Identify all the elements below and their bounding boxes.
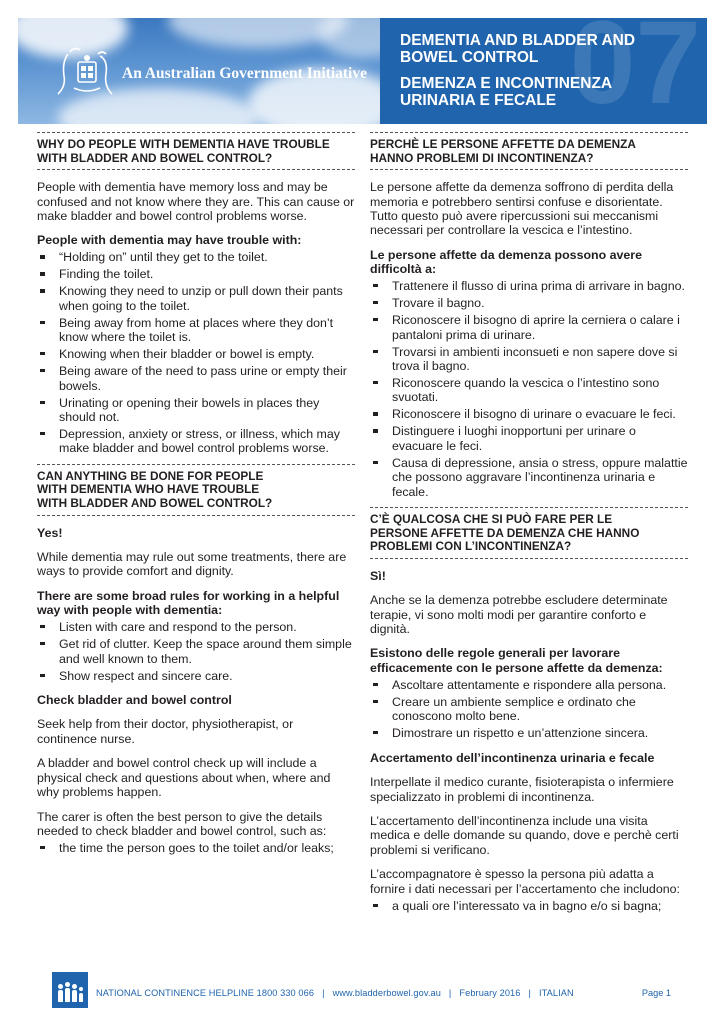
footer-separator: | <box>528 988 531 998</box>
coat-of-arms-icon <box>38 44 130 106</box>
bullet-list <box>37 250 355 455</box>
list-item: Urinating or opening their bowels in places they should not. <box>37 396 355 425</box>
divider <box>37 169 355 170</box>
list-item: Distinguere i luoghi inopportuni per urinare o evacuare le feci. <box>370 424 688 453</box>
divider <box>37 515 355 516</box>
header-banner <box>18 18 707 124</box>
language-text: ITALIAN <box>538 988 574 998</box>
subheading: There are some broad rules for working in a helpful way with people with dementia: <box>37 588 340 618</box>
list-item: Get rid of clutter. Keep the space around them simple and well known to them. <box>37 637 355 666</box>
subheading: Esistono delle regole generali per lavorare efficacemente con le persone affette da demenza: <box>370 646 663 675</box>
continence-foundation-logo-icon <box>52 972 88 1008</box>
subheading-yes: Yes! <box>37 525 63 540</box>
bullet-list <box>370 678 688 741</box>
paragraph: Interpellate il medico curante, fisioterapista o infermiere specializzato in problemi di incontinenza. <box>370 775 674 804</box>
list-item: Trattenere il flusso di urina prima di arrivare in bagno. <box>370 279 688 293</box>
heading-line: HANNO PROBLEMI DI INCONTINENZA? <box>370 150 594 165</box>
subheading-check: Check bladder and bowel control <box>37 693 232 708</box>
list-item: Being aware of the need to pass urine or empty their bowels. <box>37 364 355 393</box>
heading-line: C’È QUALCOSA CHE SI PUÒ FARE PER LE <box>370 512 613 527</box>
list-item: Dimostrare un rispetto e un’attenzione sincera. <box>370 726 688 740</box>
date-text: February 2016 <box>459 988 521 998</box>
paragraph: L’accertamento dell’incontinenza include una visita medica e delle domande su quando, dove e perchè certi problemi si verificano. <box>370 813 679 857</box>
heading-line: CAN ANYTHING BE DONE FOR PEOPLE <box>37 468 264 483</box>
bullet-list <box>37 841 355 855</box>
heading-line: WHY DO PEOPLE WITH DEMENTIA HAVE TROUBLE <box>37 137 330 151</box>
footer-separator: | <box>322 988 325 998</box>
paragraph: While dementia may rule out some treatments, there are ways to provide comfort and dignity. <box>37 550 347 579</box>
list-item: Riconoscere quando la vescica o l’intestino sono svuotati. <box>370 376 688 405</box>
heading-line: WITH DEMENTIA WHO HAVE TROUBLE <box>37 482 260 497</box>
paragraph: Anche se la demenza potrebbe escludere determinate terapie, vi sono molti modi per garantire conforto e dignità. <box>370 593 668 637</box>
heading-line: PERSONE AFFETTE DA DEMENZA CHE HANNO <box>370 525 640 540</box>
heading-line: WITH BLADDER AND BOWEL CONTROL? <box>37 496 273 511</box>
list-item: the time the person goes to the toilet and/or leaks; <box>37 841 355 855</box>
paragraph: Le persone affette da demenza soffrono di perdita della memoria e potrebbero sentirsi confuse e disorientate. Tutto questo può avere ripercussioni sui meccanismi necessari per controllare la vescica e l’intestino. <box>370 180 674 238</box>
section-heading-why <box>37 133 355 169</box>
list-item: Knowing they need to unzip or pull down their pants when going to the toilet. <box>37 284 355 313</box>
title-en-line-2: BOWEL CONTROL <box>400 49 539 66</box>
paragraph: People with dementia have memory loss and may be confused and not know where they are. This can cause or make bladder and bowel control problems worse. <box>37 180 355 223</box>
bullet-list <box>370 899 688 913</box>
title-it-line-2: URINARIA E FECALE <box>400 92 557 109</box>
list-item: Show respect and sincere care. <box>37 669 355 683</box>
paragraph: The carer is often the best person to give the details needed to check bladder and bowel control, such as: <box>37 809 327 838</box>
list-item: Trovare il bagno. <box>370 296 688 310</box>
list-item: Trovarsi in ambienti inconsueti e non sapere dove si trova il bagno. <box>370 345 688 374</box>
divider <box>370 169 688 170</box>
subheading-accertamento: Accertamento dell’incontinenza urinaria e fecale <box>370 750 655 765</box>
title-block <box>380 18 707 124</box>
list-item: Being away from home at places where they don’t know where the toilet is. <box>37 316 355 345</box>
website-link[interactable]: www.bladderbowel.gov.au <box>332 988 441 998</box>
heading-line: PROBLEMI CON L’INCONTINENZA? <box>370 539 572 554</box>
helpline-text: NATIONAL CONTINENCE HELPLINE 1800 330 066 <box>96 988 315 998</box>
list-item: Riconoscere il bisogno di aprire la cerniera o calare i pantaloni prima di urinare. <box>370 313 688 342</box>
section-heading-help <box>37 465 355 515</box>
list-item: Causa di depressione, ansia o stress, oppure malattie che possono aggravare l’incontinenza urinaria e fecale. <box>370 456 688 499</box>
heading-line: PERCHÈ LE PERSONE AFFETTE DA DEMENZA <box>370 137 636 151</box>
footer-info <box>96 988 574 998</box>
section-heading-perche <box>370 133 688 169</box>
list-item: “Holding on” until they get to the toilet. <box>37 250 355 264</box>
bullet-list <box>37 620 355 683</box>
section-heading-aiuto <box>370 508 688 558</box>
paragraph: L’accompagnatore è spesso la persona più adatta a fornire i dati necessari per l’accertamento che includono: <box>370 867 680 896</box>
paragraph: Seek help from their doctor, physiotherapist, or continence nurse. <box>37 717 294 746</box>
list-item: a quali ore l’interessato va in bagno e/o si bagna; <box>370 899 688 913</box>
list-item: Depression, anxiety or stress, or illness, which may make bladder and bowel control problems worse. <box>37 427 355 456</box>
paragraph: A bladder and bowel control check up will include a physical check and questions about when, where and why problems happen. <box>37 756 331 800</box>
italian-column <box>370 124 688 913</box>
page-number: Page 1 <box>641 988 671 998</box>
title-en-line-1: DEMENTIA AND BLADDER AND <box>400 32 636 49</box>
bullet-list <box>370 279 688 499</box>
list-item: Riconoscere il bisogno di urinare o evacuare le feci. <box>370 407 688 421</box>
heading-line: WITH BLADDER AND BOWEL CONTROL? <box>37 150 273 165</box>
subheading: People with dementia may have trouble with: <box>37 233 302 248</box>
subheading-si: Sì! <box>370 568 386 583</box>
list-item: Knowing when their bladder or bowel is empty. <box>37 347 355 361</box>
list-item: Listen with care and respond to the person. <box>37 620 355 634</box>
english-column <box>37 124 355 855</box>
page-title <box>400 32 700 109</box>
initiative-text: An Australian Government Initiative <box>122 65 367 82</box>
list-item: Ascoltare attentamente e rispondere alla persona. <box>370 678 688 692</box>
leaflet-number: 07 <box>569 18 701 124</box>
list-item: Creare un ambiente semplice e ordinato che conoscono molto bene. <box>370 695 688 724</box>
list-item: Finding the toilet. <box>37 267 355 281</box>
title-it-line-1: DEMENZA E INCONTINENZA <box>400 75 613 92</box>
divider <box>370 558 688 559</box>
footer-separator: | <box>448 988 452 998</box>
subheading: Le persone affette da demenza possono avere difficoltà a: <box>370 247 642 277</box>
